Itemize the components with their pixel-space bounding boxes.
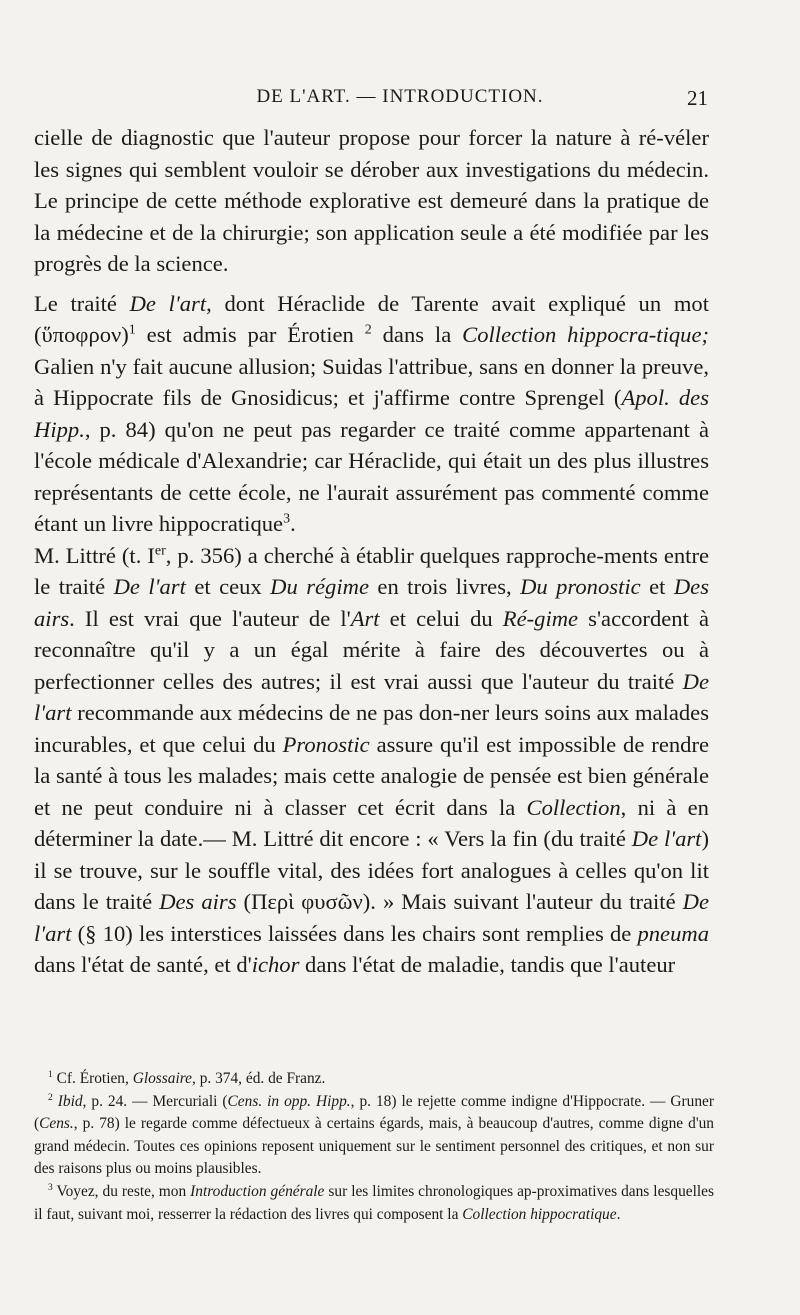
text-run: et celui du bbox=[379, 605, 503, 631]
superscript: er bbox=[154, 542, 166, 558]
italic-title: Glossaire bbox=[132, 1070, 192, 1087]
text-run: , p. 374, éd. de Franz. bbox=[192, 1070, 326, 1087]
text-run: . Il est vrai que l'auteur de l' bbox=[69, 605, 351, 631]
italic-title: Art bbox=[350, 605, 380, 631]
running-header bbox=[0, 86, 800, 116]
italic-title: Apol. des Hipp. bbox=[34, 385, 709, 442]
text-run: et ceux bbox=[185, 574, 271, 599]
text-run: , p. 24. — Mercuriali ( bbox=[82, 1092, 228, 1110]
text-run: Voyez, du reste, mon bbox=[52, 1182, 191, 1200]
text-run: ) il se trouve, sur le souffle vital, des idées fort analogues à celles qu'on lit dans le traité bbox=[34, 826, 709, 914]
text-run: , dont Héraclide de Tarente avait expliqué un mot (ὕποφρον) bbox=[34, 290, 709, 347]
paragraph-3 bbox=[34, 540, 709, 981]
text-run: . bbox=[290, 511, 296, 536]
text-run: , p. 18) le rejette comme indigne d'Hippocrate. — Gruner ( bbox=[34, 1092, 714, 1133]
text-run: , p. 84) qu'on ne peut pas regarder ce traité comme appartenant à l'école médicale d'Alexandrie; car Héraclide, qui était un des plus illustres représentants de cette école, ne l'aurait assurément pas commenté comme étant un livre hippocratique bbox=[34, 416, 709, 536]
italic-title: Collection hippocratique bbox=[462, 1205, 617, 1223]
italic-title: Pronostic bbox=[282, 731, 370, 757]
text-run: (§ 10) les interstices laissées dans les chairs sont remplies de bbox=[71, 920, 638, 946]
italic-title: Ré-gime bbox=[502, 605, 579, 631]
text-run: est admis par Érotien bbox=[135, 322, 365, 347]
text-run: en trois livres, bbox=[368, 574, 521, 599]
italic-title: De l'art bbox=[34, 668, 709, 725]
page-number: 21 bbox=[687, 86, 708, 110]
footnote-ref: 3 bbox=[283, 511, 291, 527]
italic-term: ichor bbox=[251, 952, 300, 977]
text-run: Le traité bbox=[34, 290, 130, 316]
italic-title: Collection bbox=[526, 794, 621, 820]
italic-title: Ibid bbox=[57, 1092, 83, 1110]
italic-title: De l'art bbox=[129, 290, 207, 316]
italic-title: Introduction générale bbox=[190, 1182, 325, 1200]
footnote-number: 3 bbox=[48, 1181, 53, 1193]
italic-title: De l'art bbox=[113, 574, 186, 599]
italic-title: De l'art bbox=[631, 826, 702, 851]
text-run: recommande aux médecins de ne pas don-ner leurs soins aux malades incurables, et que celui du bbox=[34, 700, 709, 757]
italic-term: pneuma bbox=[637, 920, 709, 946]
main-text bbox=[34, 122, 709, 981]
text-run: dans l'état de santé, et d' bbox=[34, 952, 252, 977]
text-run: assure qu'il est impossible de rendre la santé à tous les malades; mais cette analogie de pensée est bien générale et ne peut conduire ni à classer cet écrit dans la bbox=[34, 731, 709, 820]
footnotes bbox=[34, 1068, 714, 1226]
text-run: . bbox=[616, 1205, 621, 1223]
text-run: Cf. Érotien, bbox=[52, 1070, 133, 1087]
italic-title: De l'art bbox=[34, 889, 709, 946]
running-title: DE L'ART. — INTRODUCTION. bbox=[256, 86, 544, 107]
text-run: M. Littré (t. I bbox=[34, 542, 155, 568]
footnote-ref: 1 bbox=[128, 322, 136, 338]
italic-title: Des airs bbox=[34, 574, 709, 631]
italic-title: Du régime bbox=[270, 574, 369, 599]
text-run: , p. 78) le regarde comme défectueux à certains égards, mais, à beaucoup d'autres, comme digne d'un grand médecin. Toutes ces opinions reposent uniquement sur le sentiment personnel des critiques, et non sur des raisons plus ou moins plausibles. bbox=[34, 1115, 714, 1178]
italic-title: Cens. bbox=[39, 1115, 74, 1133]
footnote-number: 2 bbox=[48, 1091, 53, 1103]
text-run: dans l'état de maladie, tandis que l'auteur bbox=[299, 952, 676, 977]
footnote-3 bbox=[34, 1181, 714, 1226]
footnote-1 bbox=[34, 1068, 714, 1091]
text-run: , ni à en déterminer la date.— M. Littré dit encore : « Vers la fin (du traité bbox=[34, 794, 709, 851]
footnote-2 bbox=[34, 1091, 714, 1181]
text-run: cielle de diagnostic que l'auteur propose pour forcer la nature à ré-véler les signes qui semblent vouloir se dérober aux investigations du médecin. Le principe de cette méthode explorative est demeuré dans la pratique de la médecine et de la chirurgie; son application seule a été modifiée par les progrès de la science. bbox=[34, 125, 709, 276]
italic-title: Collection hippocra-tique; bbox=[462, 322, 709, 347]
text-run: Galien n'y fait aucune allusion; Suidas l'attribue, sans en donner la preuve, à Hippocrate fils de Gnosidicus; et j'affirme contre Sprengel ( bbox=[34, 353, 709, 410]
italic-title: Du pronostic bbox=[520, 574, 641, 599]
text-run: (Περὶ φυσῶν). » Mais suivant l'auteur du traité bbox=[236, 889, 683, 914]
text-run: , p. 356) a cherché à établir quelques rapproche-ments entre le traité bbox=[34, 542, 710, 599]
text-run: dans la bbox=[371, 322, 463, 347]
text-run: sur les limites chronologiques ap-proximatives dans lesquelles il faut, suivant moi, resserrer la rédaction des livres qui composent la bbox=[34, 1182, 714, 1223]
paragraph-2 bbox=[34, 288, 709, 540]
italic-title: Des airs bbox=[159, 889, 237, 914]
footnote-number: 1 bbox=[48, 1068, 53, 1080]
italic-title: Cens. in opp. Hipp. bbox=[227, 1092, 351, 1110]
footnote-ref: 2 bbox=[364, 322, 372, 338]
text-run: s'accordent à reconnaître qu'il y a un égal mérite à faire des découvertes ou à perfectionner celles des autres; il est vrai aussi que l'auteur du traité bbox=[34, 605, 709, 694]
text-run: et bbox=[640, 574, 674, 599]
paragraph-1 bbox=[34, 122, 709, 280]
